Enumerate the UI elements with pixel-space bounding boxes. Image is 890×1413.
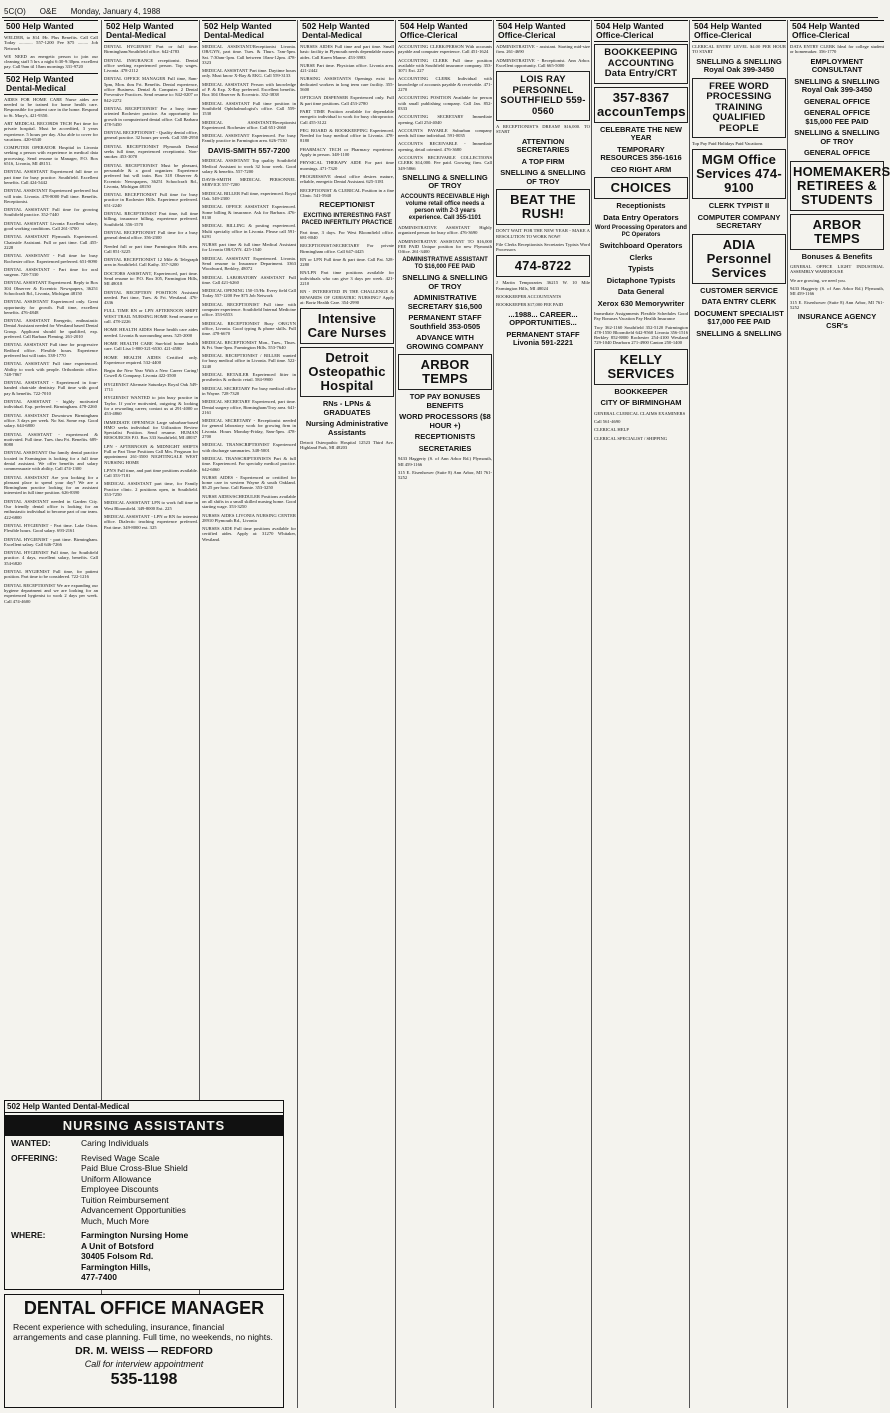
classified-ad: ADVANCE WITH GROWING COMPANY [406, 333, 484, 351]
classified-ad: RECEPTIONIST/SECRETARY For private Birmingham office. Call 647-4425 [300, 243, 394, 254]
classified-ad: SNELLING & SNELLING Royal Oak 399-3450 [794, 76, 880, 95]
nursing-ad-where [5, 1228, 283, 1285]
classified-ad: PERMANENT STAFF Livonia 591-2221 [506, 329, 580, 348]
classified-ad: ADMINISTRATIVE ASSISTANT TO $16,000 FEE PAID Unique position for new Plymouth Office. 261-3400 [398, 238, 492, 255]
classified-ad: MEDICAL TRANSCRIPTIONISTS Part & full time. Experienced. For specialty medical practice. 642-6060 [202, 455, 296, 472]
classified-ad: PART TIME Position available for dependable energetic individual to work for busy chiropractor. Call 455-3122 [300, 108, 394, 125]
classified-ad: A TOP FIRM [521, 156, 565, 166]
classified-ad: NURSES AIDE Full time positions available for certified aides. Apply at: 31270 Whitaker, Westland. [202, 526, 296, 542]
classified-ad: DENTAL ASSISTANT Are you looking for a pleasant place to spend your day? We are a Birmingham practice looking for an assistant interested in full time position. 626-8390 [4, 474, 98, 496]
column-7 [594, 20, 688, 1408]
section-heading: 502 Help Wanted Dental-Medical [300, 20, 394, 42]
classified-ad: MEDICAL ASSISTANT Experienced. For busy Family practice in Farmington area. 626-7530 [202, 133, 296, 144]
classified-ad: Xerox 630 Memorywriter [597, 298, 685, 308]
classified-ad: Part time, 3 days. For West Bloomfield office. 681-8040 [300, 229, 394, 240]
classified-ad: GENERAL CLERICAL CLAIMS EXAMINERS [594, 410, 686, 416]
classified-ad: MEDICAL BILLER Full time, experienced. Royal Oak. 549-2300 [202, 190, 296, 202]
classified-ad: BOOKKEEPING ACCOUNTING Data Entry/CRT [594, 44, 688, 84]
classified-ad: WORD PROCESSORS ($8 HOUR +) [399, 412, 491, 430]
section-heading: 500 Help Wanted [4, 20, 98, 33]
classified-ad: 315 E. Eisenhower (Suite 8) Ann Arbor, MI 761-5252 [790, 299, 884, 310]
classified-ad: NURSE AIDES/SCHEDULER Positions available on all shifts in a small skilled nursing home. Good starting wage. 353-3250 [202, 493, 296, 510]
offering-item: Uniform Allowance [81, 1173, 152, 1184]
where-label: WHERE: [11, 1230, 46, 1240]
offering-item: Employee Discounts [81, 1184, 159, 1194]
classified-ad: ...1988... CAREER... OPPORTUNITIES... [508, 309, 578, 328]
classified-ad: Detroit Osteopathic Hospital 12523 Third Ave. Highland Park, MI 48203 [300, 440, 394, 451]
classified-ad: RNs - LPNs & GRADUATES [322, 399, 372, 417]
classified-ad: BOOKKEEPER ACCOUNTANTS [496, 294, 562, 300]
classified-ad: ARBOR TEMPS [790, 214, 884, 250]
column-6 [496, 20, 590, 1408]
classified-ad: Call 561-4690 [594, 419, 621, 425]
classified-ad: ADIA Personnel Services [692, 234, 786, 284]
dental-ad-phone: 535-1198 [110, 1371, 178, 1388]
classified-ad: CELEBRATE THE NEW YEAR [600, 124, 682, 142]
classified-ad: ATTENTION SECRETARIES [516, 136, 570, 155]
classified-ad: Dictaphone Typists [606, 275, 676, 285]
classified-ad: DENTAL RECEPTIONIST - Quality dental office, general practice. 32 hours per week. Call 358-2950 [104, 130, 199, 141]
classified-ad: DENTAL RECEPTIONIST Must be pleasant, personable & a good organizer. Experience preferred but will train. Box 318 Observer & Eccentric Newspapers, 36251 Schoolcraft Rd., Livonia, Michigan 48150 [104, 162, 198, 189]
header-rule [2, 17, 878, 18]
classified-ad: MEDICAL RECEPTIONIST Busy OB/GYN office, Livonia. Good typing & phone skills. Full time. 478-6670 [202, 320, 296, 337]
classified-ad: DENTAL RECEPTIONIST Full time for busy practice in Rochester Hills. Experience preferred. 651-2240 [104, 192, 198, 208]
classified-ad: Clerks [629, 252, 653, 262]
classified-ad: 474-8722 [496, 255, 590, 277]
classified-ad: BOOKKEEPER $17,000 FEE PAID [496, 302, 564, 308]
classified-ad: ADMINISTRATIVE - assistant. Starting mid-size firm. 261-4690 [496, 44, 590, 55]
classified-ad: ACCOUNTS RECEIVABLE High volume retail office needs a person with 2-3 years experience. Call 355-1101 [400, 193, 490, 221]
where-line: Farmington Hills, [81, 1261, 151, 1272]
classified-ad: INSURANCE AGENCY CSR's [797, 312, 877, 330]
classified-ad: LPN - AFTERNOON & MIDNIGHT SHIFTS Full or Part Time Positions Call Mrs. Ferguson for appointment 261-3500 NIGHTINGALE WEST NURSING HOME [104, 443, 198, 465]
classified-ad: SNELLING & SNELLING [696, 328, 782, 338]
classified-ad: DENTAL RECEPTIONIST Plymouth Dental seeks full time, experienced receptionist. Non-smoker. 453-3070 [104, 143, 198, 160]
classified-ad: MEDICAL BILLING & posting experienced. Multi specialty office in Livonia. Please call 591-6291 [202, 223, 296, 239]
classified-ad: EXCITING INTERESTING FAST PACED INFERTILITY PRACTICE [301, 212, 393, 226]
classified-ad: DENTAL ASSISTANT - Experienced in four-handed chairside dentistry. Full time with good pay & benefits. 722-7010 [4, 380, 98, 396]
classified-ad: ACCOUNTS PAYABLE Suburban company needs full time individual. 591-0035 [398, 127, 492, 139]
classified-ad: HOME HEALTH CARE Sun-bird home health care. Call Lisa 1-800-321-6530. 421-4580 [104, 340, 198, 352]
classified-ad: NURSE AIDES - Experienced or certified for home care in western Wayne & south Oakland. $5.25 per hour. Call Bonnie. 353-3250 [202, 474, 296, 491]
classified-ad: RECEPTIONIST [319, 200, 375, 210]
section-heading: 504 Help Wanted Office-Clerical [496, 20, 590, 42]
column-9 [790, 20, 890, 1408]
classified-ad: Switchboard Operators [599, 241, 683, 250]
classified-ad: DENTAL HYGIENIST Full time, for patient position. Part time to be considered. 722-1216 [4, 569, 98, 580]
page-number: 5C(O) [4, 6, 26, 16]
nursing-ad-offering [5, 1151, 283, 1229]
classified-ad: MEDICAL RECEPTIONIST Mon., Tues., Thurs. & Fri. 9am-3pm. Farmington Hills. 553-7640 [202, 339, 296, 350]
classified-ad: DENTAL RECEPTION POSITION Assistant needed. Part time, Tues. & Fri. Westland. 476-4336 [104, 289, 198, 306]
classified-ad: MEDICAL SECRETARY Experienced, part time. Dental surgery office, Birmingham/Troy area. 641-2161 [202, 399, 296, 415]
classified-ad: DOCUMENT SPECIALIST $17,000 FEE PAID [694, 308, 784, 327]
wanted-value: Caring Individuals [81, 1138, 149, 1148]
classified-ad: SNELLING & SNELLING OF TROY [402, 172, 488, 191]
classified-ad: ARBOR TEMPS [398, 354, 492, 390]
classified-ad: Data General [617, 287, 665, 296]
classified-ad: DATA ENTRY CLERK Ideal for college student or homemaker. 356-1770 [790, 44, 884, 55]
classified-ad: MEDICAL ASSISTANT Part time. Daytime hours only. Must know X-Ray & EKG. Call 559-3133 [202, 68, 296, 79]
nursing-ad-title: NURSING ASSISTANTS [5, 1115, 283, 1136]
classified-ad: SNELLING & SNELLING Royal Oak 399-3450 [696, 56, 782, 75]
section-heading: 502 Help Wanted Dental-Medical [4, 73, 98, 95]
classified-ad: DENTAL ASSISTANT Full time for progressive Redford office. Flexible hours. Experience preferred but will train. 538-1770 [4, 342, 98, 358]
classified-ad: CHOICES [594, 177, 688, 199]
classified-ad: MGM Office Services 474-9100 [692, 149, 786, 199]
classified-ad: DENTAL ASSISTANT Full time for growing Southfield practice. 352-7440 [4, 207, 98, 218]
classified-ad: ADMINISTRATIVE ASSISTANT TO $16,000 FEE PAID [402, 257, 488, 271]
dental-ad-doctor: DR. M. WEISS — REDFORD [75, 1345, 213, 1357]
where-list [81, 1230, 277, 1272]
where-line: A Unit of Botsford [81, 1240, 154, 1251]
classified-ad: COMPUTER OPERATOR Hospital in Livonia seeking a person with experience in medical data processing. Send resume to Manager, P.O. Box 6516, Livonia, MI 48151. [4, 145, 98, 167]
classified-ad: DENTAL OFFICE MANAGER Full time, 8am-5pm, Mon. thru Fri. Benefits. Dental experience, office Business. Dental & Computer. 2 Dental Preventive Practices. Send resume to: 842-0207 or 842-2272 [104, 76, 198, 103]
classified-ad: COMPUTER COMPANY SECRETARY [697, 212, 781, 231]
classified-ad: GENERAL OFFICE [803, 96, 871, 106]
classified-ad: DON'T WAIT FOR THE NEW YEAR - MAKE A RESOLUTION TO WORK NOW! [496, 228, 590, 239]
nursing-assistants-ad [4, 1100, 284, 1290]
classified-ad: J Martin Temporaries 36215 W. 10 Mile Farmington Hills, MI 48024 [496, 280, 590, 291]
classified-ad: ACCOUNTING CLERK Individual with knowledge of accounts payable & receivable. 471-2270 [398, 76, 492, 93]
wanted-label: WANTED: [11, 1138, 51, 1148]
classified-ad: NURSES AIDES Full time and part time. Small basic facility in Plymouth needs dependable nurses aides. Call Karen Manne. 453-3983 [300, 44, 394, 60]
classified-ad: Typists [628, 264, 654, 273]
classified-ad: DAVIS-SMITH MEDICAL PERSONNEL SERVICE 557-7200 [202, 177, 296, 188]
classified-ad: MEDICAL SECRETARY For busy medical office in Wayne. 728-7320 [202, 385, 296, 396]
classified-ad: AIDES FOR HOME CARE Nurse aides are needed to be trained for home health care. Responsible for patient care in the home. Respond to St. Mary's, 421-9350. [4, 96, 98, 118]
classified-ad: MEDICAL ASSISTANT/Receptionist Livonia. OB/GYN, part time. Tues. & Thurs. 7am-5pm. Sat. 7:30am-1pm. Call between 10am-12pm. 478-3323 [202, 44, 296, 65]
classified-ad: DENTAL ASSISTANT Energetic, enthusiastic Dental Assistant needed for Westland based Dental Group. Applicant should be qualified, exp. preferred. Call Barbara Fleming. 261-2010 [4, 318, 98, 340]
section-heading: 504 Help Wanted Office-Clerical [790, 20, 884, 42]
classified-ad: GENERAL OFFICE LIGHT INDUSTRIAL ASSEMBLY WAREHOUSE [790, 264, 884, 275]
classified-ad: DENTAL HYGIENIST - Part time. Lake Orion. Flexible hours. Good salary. 693-2161 [4, 522, 98, 534]
section-heading: 502 Help Wanted Dental-Medical [202, 20, 296, 42]
classified-ad: KELLY SERVICES [594, 349, 688, 385]
classified-ad: MEDICAL ASSISTANT Top quality Southfield Medical Assistant to work 32 hour week. Good salary & benefits. 557-7200 [202, 158, 296, 174]
classified-ad: ACCOUNTING POSITION Available for person with small publishing company. Call Jan. 852-0333 [398, 95, 492, 111]
column-5 [398, 20, 492, 1408]
classified-ad: RN/LPN Part time positions available for individuals who can give 3 days per week. 421-2210 [300, 270, 394, 286]
classified-ad: MEDICAL OPENING 150-15/Hr. Every field Call Today 557-1200 Fee $75 Job Network [202, 288, 296, 299]
classified-ad: Detroit Osteopathic Hospital [300, 347, 394, 397]
classified-ad: CLERICAL SPECIALIST / SHIPPING [594, 435, 668, 441]
classified-ad: 315 E. Eisenhower (Suite 8) Ann Arbor, MI 761-5252 [398, 470, 492, 481]
classified-ad: MEDICAL OFFICE ASSISTANT Experienced. Some billing & insurance. Ask for Barbara. 476-8130 [202, 204, 296, 220]
classified-ad: Data Entry Operators [603, 212, 679, 222]
classified-ad: PROGRESSIVE dental office desires mature, reliable, energetic Dental Assistant. 625-3181 [300, 173, 394, 185]
classified-ad: ADMINISTRATIVE - Receptionist. Ann Arbor. Excellent opportunity. Call 665-5000 [496, 57, 590, 68]
section-heading: 504 Help Wanted Office-Clerical [594, 20, 688, 42]
classified-ad: DENTAL ASSISTANT Livonia Excellent salary, good working conditions. Call 261-3700 [4, 220, 98, 232]
classified-ad: DENTAL ASSISTANT Experienced preferred but will train. Livonia. 478-8000 Full time. Benefits. Receptionist. [4, 188, 98, 204]
classified-ad: 9433 Haggerty (S. of Ann Arbor Rd.) Plymouth, MI 459-1166 [398, 456, 492, 467]
classified-ad: RN - INTERESTED IN THE CHALLENGE & REWARDS OF GERIATRIC NURSING? Apply at: Bortz Health Care. 354-2990 [300, 289, 394, 305]
classified-ad: DENTAL ASSISTANT Experienced only. Great opportunity for growth. Full time, excellent benefits. 476-4848 [4, 299, 98, 315]
section-heading: 504 Help Wanted Office-Clerical [692, 20, 786, 42]
column-1 [4, 20, 98, 1096]
where-line: Farmington Nursing Home [81, 1230, 189, 1240]
classified-ad: MEDICAL ASSISTANT Person with knowledge of P. & Exp. X-Ray preferred. Excellent benefits. Box 304 Observer & Eccentric. 352-3838 [202, 81, 296, 98]
classified-ad: EMPLOYMENT CONSULTANT [810, 56, 864, 75]
dental-ad-body: Recent experience with scheduling, insurance, financial arrangements and case planning. Full time, no weekends, no nights. [13, 1322, 273, 1342]
classified-ad: PEG BOARD & BOOKKEEPING Experienced. Needed for busy medical office in Livonia. 478-8180 [300, 127, 394, 144]
classified-ad: DENTAL ASSISTANT Downtown Birmingham office. 3 days per week. No Sat. Some exp. Good salary. 644-6800 [4, 412, 98, 429]
classified-ad: MEDICAL RECEPTIONIST Full time with computer experience. Southfield Internal Medicine office. 353-6553 [202, 301, 296, 318]
classified-ad: NURSE part time & full time Medical Assistant for Livonia OB/GYN. 425-1540 [202, 242, 296, 253]
classified-ad: MEDICAL LABORATORY ASSISTANT Full time. Call 421-6260 [202, 274, 296, 285]
classified-ad: 357-8367 accounTemps [594, 87, 688, 123]
classified-ad: GENERAL OFFICE $15,000 FEE PAID [803, 108, 871, 126]
column-rule [297, 20, 298, 1408]
classified-ad: DENTAL ASSISTANT - Part time for oral surgeon. 728-7330 [4, 266, 98, 278]
classified-ad: A RECEPTIONIST'S DREAM! $16,000. TO START [496, 124, 590, 135]
classified-ad: CITY OF BIRMINGHAM [600, 398, 682, 408]
classified-ad: File Clerks Receptionists Secretaries Typists Word Processors [496, 241, 590, 253]
classified-ad: DENTAL RECEPTIONIST 12 Mile & Telegraph area in Southfield. Call Kathy. 357-3200 [104, 257, 198, 268]
classified-ad: NURSING ASSISTANTS Openings exist for dedicated workers in long term care facility. 355-5600 [300, 76, 394, 93]
classified-ad: DENTAL HYGIENIST Part or full time. Birmingham/Southfield office. 642-4783 [104, 44, 198, 55]
classified-ad: HOMEMAKERS RETIREES & STUDENTS [790, 161, 884, 211]
classified-ad: Needed full or part time Farmington Hills area. Call 851-3225 [104, 243, 198, 254]
nursing-ad-phone: 477-7400 [81, 1272, 117, 1282]
offering-item: Advancement Opportunities [81, 1205, 186, 1215]
classified-ad: DENTAL ASSISTANT - Full time for busy Rochester office. Experienced preferred. 651-8090 [4, 253, 98, 264]
classified-ad: TOP PAY BONUSES BENEFITS [409, 392, 481, 410]
nursing-ad-wanted [5, 1136, 283, 1151]
classified-ad: SNELLING & SNELLING OF TROY [794, 128, 880, 146]
classified-ad: MEDICAL ASSISTANT - LPN or RN for internist office. Dialectic teaching experience preferred. Part time. 349-8000 ext. 325 [104, 513, 198, 530]
where-value [81, 1230, 277, 1283]
column-rule [395, 20, 396, 1408]
dental-office-manager-ad [4, 1294, 284, 1408]
classified-ad: WELDER, to $14 /Hr. Plus Benefits. Call Call Today ............ 557-1200 Fee $75 ......... Job Network [4, 35, 98, 51]
classified-ad: DAVIS-SMITH 557-7200 [208, 145, 290, 155]
classified-ad: CEO RIGHT ARM [610, 164, 672, 174]
classified-ad: TEMPORARY RESOURCES 356-1616 [600, 144, 682, 162]
nursing-ad-section: 502 Help Wanted Dental-Medical [5, 1101, 283, 1113]
column-rule [493, 20, 494, 1408]
column-rule [787, 20, 788, 1408]
classified-ad: DENTAL ASSISTANT needed in Garden City. Our friendly dental office is looking for an enthusiastic individual to become part of our team. 422-6800 [4, 498, 98, 520]
classified-ad: BOOKKEEPER [614, 386, 668, 396]
classified-ad: We are growing, we need you. [790, 277, 846, 283]
classified-ad: DENTAL INSURANCE receptionist. Dental office seeking experienced person. Top wages. Livonia. 478-2112 [104, 57, 198, 74]
classified-ad: GENERAL OFFICE [803, 148, 871, 158]
classified-ad: DENTAL RECEPTIONIST For a busy team-oriented Rochester practice. An opportunity for growth in computerized dental office. Call Barbara 478-5450 [104, 105, 198, 127]
offering-list [81, 1153, 277, 1227]
classified-ad: MEDICAL ASSISTANT Full time position in Southfield Ophthalmologist's office. Call 559-1530 [202, 100, 296, 117]
classified-ad: RECEPTIONISTS [414, 432, 476, 442]
column-rule [591, 20, 592, 1408]
classified-ad: WE NEED an energetic person to join our cleaning staff 5 hrs a night 6:30-9:30pm. excellent pay. Call 9am til 10am mornings 331-9720 [4, 53, 98, 70]
classified-ad: CLERICAL HELP [594, 427, 629, 433]
classified-ad: DENTAL ASSISTANT - highly motivated individual. Exp. preferred. Birmingham. 478-2260 [4, 399, 98, 410]
classified-ad: HOME HEALTH AIDES Home health care aides needed. Livonia & surrounding areas. 525-2000 [104, 327, 198, 338]
classified-ad: ACCOUNTING SECRETARY Immediate opening. Call 254-4040 [398, 114, 492, 125]
classified-ad: MEDICAL RECEPTIONIST / BILLER wanted for busy medical office in Livonia. Full time. 522-3240 [202, 353, 296, 369]
classified-ad: Begin the New Year With a New Career Caring! Cowell & Company. Livonia 422-3500 [104, 368, 198, 379]
classified-ad: CLERK TYPIST II [708, 201, 770, 211]
classified-ad: 9433 Haggerty (S. of Ann Arbor Rd.) Plymouth, MI 459-1166 [790, 285, 884, 297]
dental-ad-call: Call for interview appointment [84, 1359, 204, 1369]
classified-ad: DENTAL HYGIENIST - part time. Birmingham. Excellent salary. Call 646-7266 [4, 536, 98, 547]
classified-ad: MEDICAL RETAILER Experienced fitter in prosthetics & orthotic retail. 584-9900 [202, 372, 296, 383]
offering-item: Paid Blue Cross-Blue Shield [81, 1163, 188, 1173]
offering-item: Much, Much More [81, 1215, 150, 1226]
column-4 [300, 20, 394, 1408]
classified-ad: PHYSICAL THERAPY AIDE For part time mornings. 471-7320 [300, 160, 394, 171]
classified-ad: FREE WORD PROCESSING TRAINING QUALIFIED PEOPLE [692, 78, 786, 139]
classified-ad: SNELLING & SNELLING OF TROY [402, 273, 488, 291]
classified-ad: DENTAL RECEPTIONIST Part time, full time billing, insurance billing, experience preferred. Southfield. 356-1570 [104, 211, 198, 227]
classified-ad: Bonuses & Benefits [801, 251, 873, 261]
classified-ad: BEAT THE RUSH! [496, 189, 590, 225]
column-8 [692, 20, 786, 1408]
classified-ad: LOIS RAY PERSONNEL SOUTHFIELD 559-0560 [496, 71, 590, 121]
classified-ad: ACCOUNTS RECEIVABLE COLLECTIONS CLERK $14,000. Fee paid. Growing firm. Call 349-5866 [398, 155, 492, 171]
column-rule [689, 20, 690, 1408]
classified-ad: HYGIENIST WANTED to join busy practice in Taylor. If you're motivated, outgoing & looking for a rewarding career, contact us at 291-4000 or 453-4860 [104, 395, 198, 417]
classified-ad: RN or LPN Full time & part time. Call Pat. 528-2280 [300, 256, 394, 268]
classified-ad: MEDICAL ASSISTANT/Receptionist Experienced. Rochester office. Call 651-2660 [202, 119, 296, 130]
classified-ad: FULL TIME RN or LPN AFTERNOON SHIFT WEST TRAIL NURSING HOME Send resume or call. 478-2226 [104, 308, 198, 325]
classified-ad: MEDICAL ASSISTANT part time, for Family Practice clinic. 2 positions open, in Southfield. 353-7250 [104, 481, 198, 498]
paper-name: O&E [39, 6, 57, 16]
classified-ad: NURSES AIDES LIVONIA NURSING CENTER 28910 Plymouth Rd., Livonia [202, 512, 296, 523]
classified-ad: SNELLING & SNELLING OF TROY [500, 168, 586, 186]
classified-ad: MEDICAL ASSISTANT LPN to work full time in West Bloomfield. 349-8000 Ext. 225 [104, 500, 198, 511]
issue-date: Monday, January 4, 1988 [70, 6, 161, 16]
classified-ad: ACCOUNTING CLERK/PERSON With accounts payable and computer experience. Call 451-1624 [398, 44, 492, 55]
classified-ad: HOME HEALTH AIDES Certified only. Experience required. 532-4400 [104, 354, 198, 365]
where-line: 30405 Folsom Rd. [81, 1251, 154, 1261]
offering-item: Tuition Reimbursement [81, 1194, 169, 1205]
classified-ad: Word Processing Operators and PC Operators [595, 225, 687, 238]
classified-ad: Intensive Care Nurses [300, 308, 394, 344]
section-heading: 504 Help Wanted Office-Clerical [398, 20, 492, 42]
classified-ad: DENTAL RECEPTIONIST Full time for a busy general dental office. 356-2300 [104, 229, 198, 241]
classified-ad: DENTAL ASSISTANT Experienced. Reply to Box 304 Observer & Eccentric Newspapers, 36251 Schoolcraft Rd., Livonia, Michigan 48150 [4, 280, 98, 296]
classified-ad: SECRETARIES [418, 443, 472, 453]
classified-ad: NURSE Part time. Physician office. Livonia area. 421-2442 [300, 62, 394, 74]
page-header [4, 4, 876, 18]
classified-ad: DENTAL ASSISTANT - experienced & motivated. Full time. Tues. thru Fri. Benefits. 689-8080 [4, 431, 98, 448]
classified-ad: MEDICAL TRANSCRIPTIONIST Experienced with discharge summaries. 348-5001 [202, 442, 296, 453]
classified-ad: DENTAL ASSISTANT Full time experienced. Ability to work with people. Orthodontic office. 748-7867 [4, 361, 98, 377]
classified-ad: CLERICAL ENTRY LEVEL $4.00 PER HOUR TO START [692, 44, 786, 55]
classified-ad: PHARMACY TECH or Pharmacy experience. Apply in person. 348-1100 [300, 146, 394, 158]
classified-ad: Top Pay Paid Holidays Paid Vacations [692, 141, 763, 147]
classified-ad: DOCTORS ASSISTANT, Experienced, part time. Send resume to: P.O. Box 305, Farmington Hills, MI 48018 [104, 270, 198, 287]
classified-ad: DENTAL HYGIENIST Full time, for Southfield practice. 4 days, excellent salary, benefits. Call 354-6820 [4, 550, 98, 566]
classified-ad: Immediate Assignments Flexible Schedules Good Pay Bonuses Vacation Pay Health Insurance [594, 311, 688, 322]
classified-ad: DATA ENTRY CLERK [701, 297, 777, 307]
dental-ad-title: DENTAL OFFICE MANAGER [23, 1298, 265, 1318]
classified-ad: ACCOUNTING CLERK Full time position available with Southfield insurance company. 353-3071 Ext. 227 [398, 57, 492, 74]
classified-ad: RECEPTIONIST & CLERICAL Position in a fine Clinic. 541-5940 [300, 187, 394, 198]
classified-ad: ADMINISTRATIVE SECRETARY $16,500 [407, 293, 483, 311]
classified-ad: DENTAL ASSISTANT Experienced full time or part time for busy practice. Southfield. Excellent benefits. Call 424-5442 [4, 169, 98, 185]
offering-label: OFFERING: [11, 1152, 58, 1163]
offering-item: Revised Wage Scale [81, 1152, 160, 1163]
classified-ad: Receptionists [616, 201, 666, 210]
classified-ad: Nursing Administrative Assistants [305, 419, 389, 437]
classified-ad: LPN'S Full time, and part time positions available. Call 353-7181 [104, 467, 198, 479]
classified-ad: ADMINISTRATIVE ASSISTANT Highly organized person for busy office. 476-3690 [398, 224, 492, 236]
classified-ad: OPTICIAN DISPENSER Experienced only. Full & part time positions. Call 453-2780 [300, 95, 394, 106]
classified-ad: CUSTOMER SERVICE [700, 285, 778, 295]
section-heading: 502 Help Wanted Dental-Medical [104, 20, 198, 42]
classified-ad: Troy 362-1160 Southfield 352-5120 Fairmington 478-1550 Bloomfield 642-9560 Livonia 356-1516 Berkley 852-8800 Rochester 254-4100 Westland 729-1040 Dearborn 271-4900 Canton 250-1400 [594, 324, 688, 346]
classified-ad: ART MEDICAL RECORDS TECH Part time for private hospital. Must be accredited, 3 years experience. 5 hours per day. Also able to cover for vacations. 420-6540 [4, 120, 98, 142]
classified-ad: DENTAL RECEPTIONIST We are expanding our hygiene department and we are looking for an experienced hygienist to work 2 days per week. Call 474-4600 [4, 582, 98, 604]
classified-ad: HYGIENIST Alternate Saturdays Royal Oak 549-1711 [104, 381, 198, 393]
classified-ad: IMMEDIATE OPENINGS Large suburban-based HMO seeks individual for Utilization Review Specialist Position. Send resume. HUMAN RESOURCES P.O. Box 333 Southfield, MI 48037 [104, 419, 198, 441]
classified-ad: DENTAL ASSISTANT Our family dental practice located in Farmington is looking for a full time dental assistant. We offer benefits and salary commensurate with ability. Call 474-1300 [4, 450, 98, 472]
classified-ad: MEDICAL SECRETARY - Receptionist needed for general laboratory work for growing firm in Livonia. Hours Monday-Friday, 8am-5pm. 478-2700 [202, 418, 296, 440]
classified-ad: DENTAL ASSISTANT Plymouth. Experienced. Chairside Assistant. Full or part time. Call 455-2228 [4, 234, 98, 250]
classified-ad: MEDICAL ASSISTANT Experienced. Livonia. Send resume to Insurance Department. 3363 Woodward, Berkley, 48072 [202, 255, 296, 272]
classified-ad: ACCOUNTS RECEIVABLE - Immediate opening, detail oriented. 476-3680 [398, 141, 492, 152]
classified-ad: PERMANENT STAFF Southfield 353-0505 [408, 313, 482, 331]
